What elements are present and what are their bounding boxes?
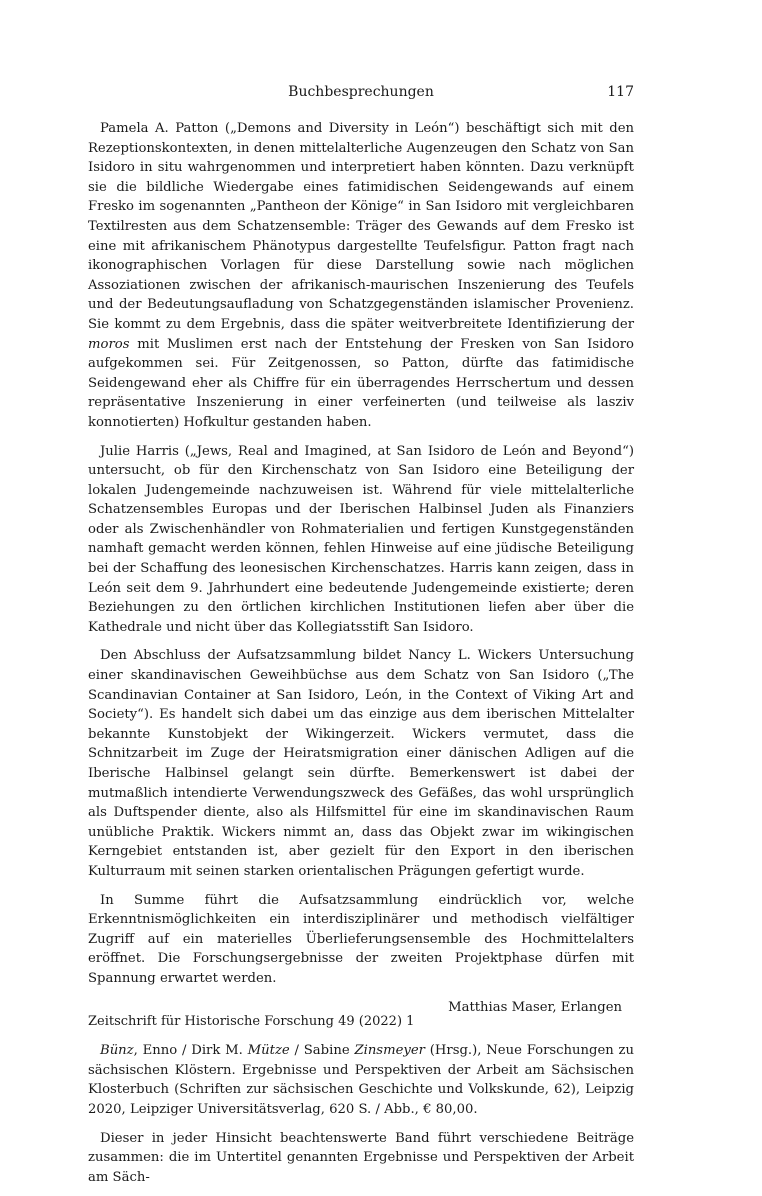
editor-name-2: Mütze bbox=[247, 1043, 290, 1059]
review-first-paragraph: Dieser in jeder Hinsicht beachtenswerte Band führt verschiedene Beiträge zusammen: die im Untertitel genannten Ergebnisse und Perspektiven der Arbeit am Säch- bbox=[88, 1130, 634, 1185]
reviewer-signature: Matthias Maser, Erlangen bbox=[448, 999, 622, 1015]
editor-name-3: Zinsmeyer bbox=[354, 1043, 425, 1059]
bibliographic-details: (Hrsg.), Neue Forschungen zu sächsischen Klöstern. Ergebnisse und Perspektiven der Arbeit am Sächsischen Klosterbuch (Schriften zur sächsischen Geschichte und Volkskunde, 62), Leipzig 2020, Leipziger Universitätsverlag, 620 S. / Abb., € 80,00. bbox=[88, 1043, 634, 1117]
editor-separator-2: / Sabine bbox=[289, 1043, 355, 1059]
paragraph-patton bbox=[88, 119, 634, 433]
paragraph-wicker: Den Abschluss der Aufsatzsammlung bildet Nancy L. Wickers Untersuchung einer skandinavischen Geweihbüchse aus dem Schatz von San Isidoro („The Scandinavian Container at San Isidoro, León, in the Context of Viking Art and Society“). Es handelt sich dabei um das einzige aus dem iberischen Mittelalter bekannte Kunstobjekt der Wikingerzeit. Wickers vermutet, dass die Schnitzarbeit im Zuge der Heiratsmigration einer dänischen Adligen auf die Iberische Halbinsel gelangt sein dürfte. Bemerkenswert ist dabei der mutmaßlich intendierte Verwendungszweck des Gefäßes, das wohl ursprünglich als Duftspender diente, also als Hilfsmittel für eine im skandinavischen Raum unübliche Praktik. Wickers nimmt an, dass das Objekt zwar im wikingischen Kerngebiet entstanden ist, aber gezielt für den Export in den iberischen Kulturraum mit seinen starken orientalischen Prägungen gefertigt wurde. bbox=[88, 648, 634, 879]
paragraph-patton-text-b: mit Muslimen erst nach der Entstehung der Fresken von San Isidoro aufgekommen sei. Für Zeitgenossen, so Patton, dürfte das fatimidische Seidengewand eher als Chiffre für ein überragendes Herrschertum und dessen repräsentative Inszenierung in einer verfeinerten (und teilweise als lasziv konnotierten) Hofkultur gestanden haben. bbox=[88, 336, 634, 430]
body-text bbox=[88, 119, 634, 1196]
editor-separator-1: , Enno / Dirk M. bbox=[133, 1043, 248, 1059]
review-bibliographic-entry bbox=[88, 1041, 634, 1119]
paragraph-summary: In Summe führt die Aufsatzsammlung eindrücklich vor, welche Erkenntnismöglichkeiten ein interdisziplinärer und methodisch vielfältiger Zugriff auf ein materielles Überlieferungsensemble des Hochmittelalters eröffnet. Die Forschungsergebnisse der zweiten Projektphase dürfen mit Spannung erwartet werden. bbox=[88, 892, 634, 986]
paragraph-patton-text-a: Pamela A. Patton („Demons and Diversity in León“) beschäftigt sich mit den Rezeptionskontexten, in denen mittelalterliche Augenzeugen den Schatz von San Isidoro in situ wahrgenommen und interpretiert haben könnten. Dazu verknüpft sie die bildliche Wiedergabe eines fatimidischen Seidengewands auf einem Fresko im sogenannten „Pantheon der Könige“ in San Isidoro mit vergleichbaren Textilresten aus dem Schatzensemble: Träger des Gewands auf dem Fresko ist eine mit afrikanischem Phänotypus dargestellte Teufelsfigur. Patton fragt nach ikonographischen Vorlagen für diese Darstellung sowie nach möglichen Assoziationen zwischen der afrikanisch-maurischen Inszenierung des Teufels und der Bedeutungsaufladung von Schatzgegenständen islamischer Provenienz. Sie kommt zu dem Ergebnis, dass die später weitverbreitete Identifizierung der bbox=[88, 121, 634, 332]
page-number: 117 bbox=[607, 84, 634, 100]
editor-name-1: Bünz bbox=[100, 1043, 134, 1059]
italic-term: moros bbox=[88, 336, 130, 352]
running-head: Buchbesprechungen bbox=[288, 84, 434, 100]
page-header bbox=[88, 84, 634, 104]
paragraph-harris: Julie Harris („Jews, Real and Imagined, at San Isidoro de León and Beyond“) untersucht, ob für den Kirchenschatz von San Isidoro eine Beteiligung der lokalen Judengemeinde nachzuweisen ist. Während für viele mittelalterliche Schatzensembles Europas und der Iberischen Halbinsel Juden als Finanziers oder als Zwischenhändler von Rohmaterialien und fertigen Kunstgegenständen namhaft gemacht werden können, fehlen Hinweise auf eine jüdische Beteiligung bei der Schaffung des leonesischen Kirchenschatzes. Harris kann zeigen, dass in León seit dem 9. Jahrhundert eine bedeutende Judengemeinde existierte; deren Beziehungen zu den örtlichen kirchlichen Institutionen liefen aber über die Kathedrale und nicht über das Kollegiatsstift San Isidoro. bbox=[88, 443, 634, 635]
journal-footer: Zeitschrift für Historische Forschung 49 (2022) 1 bbox=[88, 1014, 415, 1029]
